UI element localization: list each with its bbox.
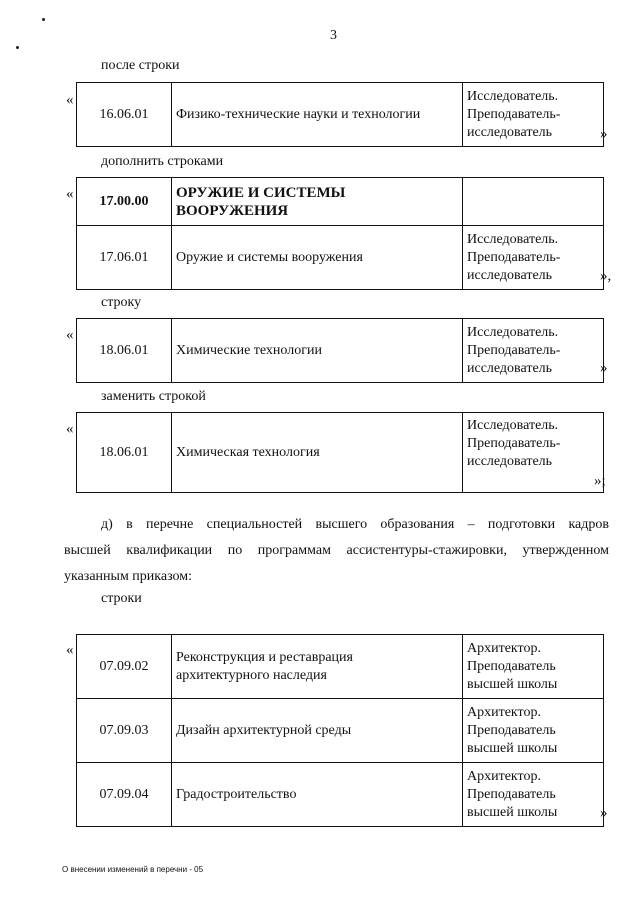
qualification-line: Преподаватель — [467, 658, 556, 674]
table-row — [77, 83, 604, 147]
qualification-line: исследователь — [467, 360, 553, 376]
label-after-row: после строки — [101, 58, 180, 73]
qualification-line: Преподаватель — [467, 722, 556, 738]
qualification-line: высшей школы — [467, 676, 558, 692]
name-cell — [172, 763, 463, 827]
table-row — [77, 413, 604, 493]
close-quote: » — [600, 126, 608, 142]
name-cell: Химическая технология — [172, 413, 463, 493]
table-row — [77, 763, 604, 827]
open-quote: « — [66, 327, 74, 343]
qualification-line: Преподаватель- — [467, 436, 561, 451]
page-number: 3 — [330, 28, 337, 43]
close-quote: » — [600, 805, 608, 821]
qualification-line: Архитектор. — [467, 640, 541, 656]
name-cell — [172, 699, 463, 763]
table-row — [77, 319, 604, 383]
qualification-cell — [463, 83, 604, 147]
qualification-line: исследователь — [467, 267, 553, 283]
table-added-rows — [76, 177, 604, 290]
name-cell: ОРУЖИЕ И СИСТЕМЫ ВООРУЖЕНИЯ — [172, 178, 463, 226]
qualification-line: Преподаватель- — [467, 342, 561, 358]
label-replace-with: заменить строкой — [101, 389, 206, 404]
scan-speck — [42, 18, 45, 21]
table-row — [77, 635, 604, 699]
label-row: строку — [101, 295, 142, 310]
qualification-line: Исследователь. — [467, 88, 559, 104]
qualification-line: Преподаватель- — [467, 249, 561, 265]
name-line: Реконструкция и реставрация — [176, 649, 353, 665]
table-assistantship — [76, 634, 604, 827]
qualification-line: Архитектор. — [467, 704, 541, 720]
qualification-cell — [463, 226, 604, 290]
code-cell: 07.09.04 — [77, 763, 172, 827]
table-row — [77, 178, 604, 226]
name-cell: Оружие и системы вооружения — [172, 226, 463, 290]
code-cell: 16.06.01 — [77, 83, 172, 147]
code-cell: 18.06.01 — [77, 413, 172, 493]
code-cell: 18.06.01 — [77, 319, 172, 383]
qualification-cell — [463, 763, 604, 827]
qualification-cell — [463, 319, 604, 383]
paragraph-line-3: указанным приказом: — [64, 569, 193, 584]
qualification-line: Преподаватель — [467, 786, 556, 802]
table-row-to-replace — [76, 318, 604, 383]
code-cell: 07.09.02 — [77, 635, 172, 699]
table-row — [77, 226, 604, 290]
name-line: Градостроительство — [176, 786, 297, 802]
close-quote: » — [600, 360, 608, 376]
code-cell: 07.09.03 — [77, 699, 172, 763]
qualification-line: Исследователь. — [467, 418, 559, 433]
name-cell: Химические технологии — [172, 319, 463, 383]
code-cell: 17.00.00 — [77, 178, 172, 226]
open-quote: « — [66, 92, 74, 108]
open-quote: « — [66, 186, 74, 202]
qualification-line: Исследователь. — [467, 231, 559, 247]
qualification-line: высшей школы — [467, 804, 558, 820]
close-quote: », — [600, 268, 612, 284]
open-quote: « — [66, 421, 74, 437]
qualification-line: исследователь — [467, 124, 553, 140]
name-line: архитектурного наследия — [176, 667, 327, 683]
label-rows: строки — [101, 591, 142, 606]
close-quote: »; — [594, 473, 606, 489]
qualification-cell — [463, 635, 604, 699]
name-cell — [172, 635, 463, 699]
footer-note: О внесении изменений в перечни - 05 — [62, 865, 204, 874]
table-specialty-old — [76, 82, 604, 147]
code-cell: 17.06.01 — [77, 226, 172, 290]
qualification-cell — [463, 178, 604, 226]
table-row — [77, 699, 604, 763]
table-replacement-row — [76, 412, 604, 493]
qualification-line: высшей школы — [467, 740, 558, 756]
open-quote: « — [66, 642, 74, 658]
paragraph-line-2: высшей квалификации по программам ассистентуры-стажировки, утвержденном — [64, 543, 609, 558]
qualification-cell — [463, 699, 604, 763]
qualification-line: Преподаватель- — [467, 106, 561, 122]
paragraph-line-1: д) в перечне специальностей высшего образования – подготовки кадров — [101, 517, 609, 532]
label-add-rows: дополнить строками — [101, 154, 224, 169]
qualification-cell — [463, 413, 604, 493]
scan-speck — [16, 46, 19, 49]
qualification-line: исследователь — [467, 454, 553, 469]
qualification-line: Исследователь. — [467, 324, 559, 340]
name-line: Дизайн архитектурной среды — [176, 722, 352, 738]
qualification-line: Архитектор. — [467, 768, 541, 784]
name-cell: Физико-технические науки и технологии — [172, 83, 463, 147]
